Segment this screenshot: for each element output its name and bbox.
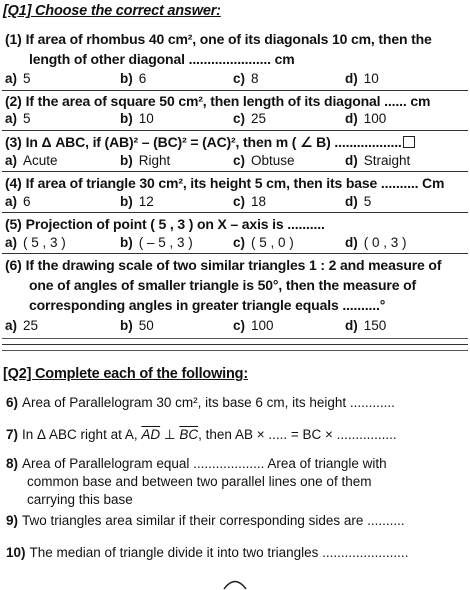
option-c[interactable]: c) ( 5 , 0 ) bbox=[233, 235, 294, 250]
option-c[interactable]: c) Obtuse bbox=[233, 153, 295, 168]
option-d[interactable]: d) 10 bbox=[345, 71, 379, 86]
question-1-line-2: length of other diagonal ...................... cm bbox=[29, 51, 295, 67]
option-d[interactable]: d) 100 bbox=[345, 111, 387, 126]
question-1-options bbox=[5, 71, 465, 88]
complete-item-8-line-3: carrying this base bbox=[27, 492, 133, 507]
option-b[interactable]: b) 12 bbox=[120, 194, 154, 209]
divider bbox=[2, 171, 468, 172]
option-b[interactable]: b) 6 bbox=[120, 71, 147, 86]
question-5-options bbox=[5, 235, 465, 252]
option-a[interactable]: a) Acute bbox=[5, 153, 58, 168]
question-4-options bbox=[5, 194, 465, 211]
divider bbox=[2, 90, 468, 91]
complete-item-8: 8) Area of Parallelogram equal ................... Area of triangle with bbox=[6, 456, 387, 471]
option-b[interactable]: b) 10 bbox=[120, 111, 154, 126]
complete-item-9: 9) Two triangles area similar if their corresponding sides are .......... bbox=[6, 513, 405, 528]
page-curl-icon bbox=[222, 576, 248, 590]
option-b[interactable]: b) ( – 5 , 3 ) bbox=[120, 235, 193, 250]
option-a[interactable]: a) 5 bbox=[5, 71, 31, 86]
question-6-options bbox=[5, 318, 465, 335]
question-3-options bbox=[5, 153, 465, 170]
question-text: If area of rhombus 40 cm², one of its diagonals 10 cm, then the bbox=[25, 31, 432, 47]
divider bbox=[2, 338, 468, 339]
question-4: (4) If area of triangle 30 cm², its height 5 cm, then its base .......... Cm bbox=[5, 175, 445, 191]
checkbox-icon bbox=[403, 136, 415, 148]
q1-title: [Q1] Choose the correct answer: bbox=[3, 3, 221, 19]
segment-ad: $\overline{AD}$ bbox=[141, 427, 161, 442]
option-a[interactable]: a) 5 bbox=[5, 111, 31, 126]
segment-bc: $\overline{BC}$ bbox=[179, 427, 199, 442]
divider bbox=[2, 130, 468, 131]
complete-item-10: 10) The median of triangle divide it into two triangles ....................... bbox=[6, 545, 409, 560]
divider bbox=[2, 253, 468, 254]
question-6-line-2: one of angles of smaller triangle is 50°, then the measure of bbox=[29, 277, 416, 293]
option-b[interactable]: b) Right bbox=[120, 153, 171, 168]
question-2-options bbox=[5, 111, 465, 128]
question-6: (6) If the drawing scale of two similar triangles 1 : 2 and measure of bbox=[5, 257, 442, 273]
complete-item-7: 7) In Δ ABC right at A, $\overline{AD}$ ⊥ $\overline{BC}$, then AB × ..... = BC × ................ bbox=[6, 427, 397, 442]
option-a[interactable]: a) 6 bbox=[5, 194, 31, 209]
divider bbox=[2, 344, 468, 345]
question-3: (3) In Δ ABC, if (AB)² – (BC)² = (AC)², then m ( ∠ B) .................. bbox=[5, 133, 465, 151]
question-2: (2) If the area of square 50 cm², then length of its diagonal ...... cm bbox=[5, 93, 431, 109]
complete-item-8-line-2: common base and between two parallel lines one of them bbox=[27, 474, 372, 489]
option-c[interactable]: c) 8 bbox=[233, 71, 259, 86]
option-c[interactable]: c) 100 bbox=[233, 318, 274, 333]
divider bbox=[2, 212, 468, 213]
divider bbox=[2, 350, 468, 351]
option-d[interactable]: d) 5 bbox=[345, 194, 372, 209]
option-d[interactable]: d) ( 0 , 3 ) bbox=[345, 235, 407, 250]
complete-item-6: 6) Area of Parallelogram 30 cm², its base 6 cm, its height ............ bbox=[6, 395, 395, 410]
option-d[interactable]: d) Straight bbox=[345, 153, 411, 168]
q2-title: [Q2] Complete each of the following: bbox=[3, 366, 248, 382]
option-c[interactable]: c) 25 bbox=[233, 111, 267, 126]
question-5: (5) Projection of point ( 5 , 3 ) on X – axis is .......... bbox=[5, 216, 325, 232]
option-b[interactable]: b) 50 bbox=[120, 318, 154, 333]
question-6-line-3: corresponding angles in greater triangle equals ..........° bbox=[29, 297, 386, 313]
question-number: (1) bbox=[5, 31, 22, 47]
question-1 bbox=[5, 30, 465, 48]
option-a[interactable]: a) 25 bbox=[5, 318, 39, 333]
option-d[interactable]: d) 150 bbox=[345, 318, 387, 333]
option-a[interactable]: a) ( 5 , 3 ) bbox=[5, 235, 66, 250]
option-c[interactable]: c) 18 bbox=[233, 194, 267, 209]
